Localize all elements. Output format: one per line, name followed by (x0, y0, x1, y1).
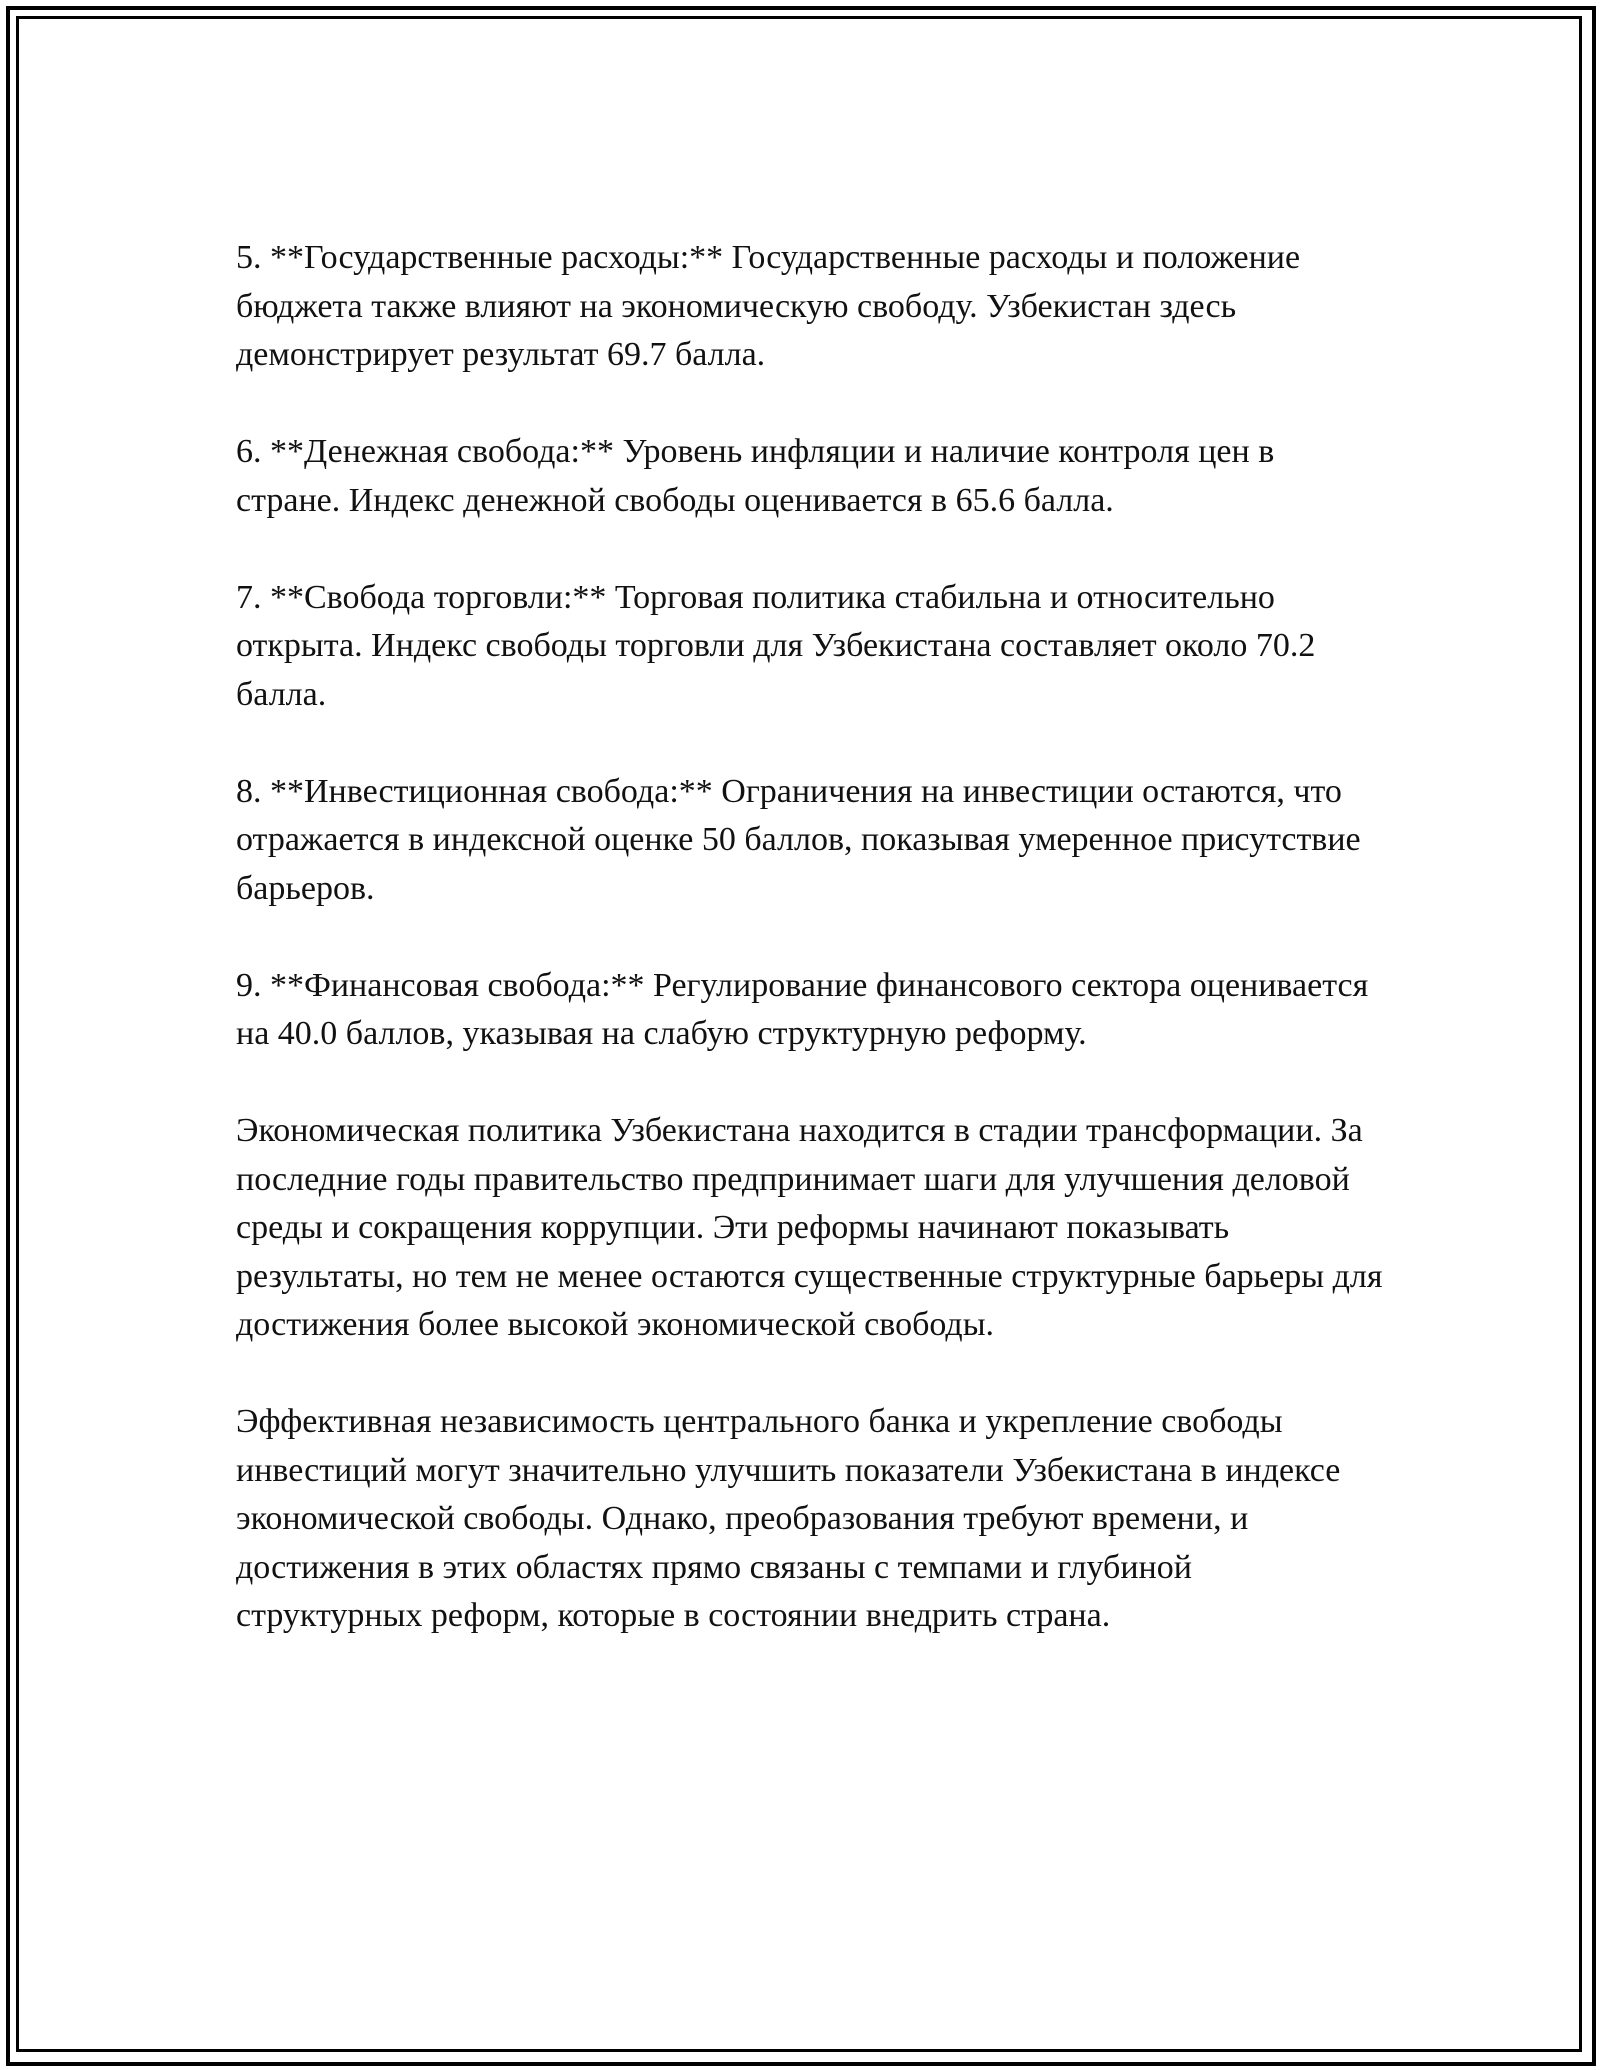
paragraph-investment-freedom: 8. **Инвестиционная свобода:** Ограничения на инвестиции остаются, что отражается в индексной оценке 50 баллов, показывая умеренное присутствие барьеров. (236, 772, 1361, 907)
paragraph-economic-policy: Экономическая политика Узбекистана находится в стадии трансформации. За последние годы правительство предпринимает шаги для улучшения деловой среды и сокращения коррупции. Эти реформы начинают показывать результаты, но тем не менее остаются существенные структурные барьеры для достижения более высокой экономической свободы. (236, 1112, 1383, 1343)
paragraph-government-spending: 5. **Государственные расходы:** Государственные расходы и положение бюджета также влияют на экономическую свободу. Узбекистан здесь демонстрирует результат 69.7 балла. (236, 239, 1301, 373)
paragraph-monetary-freedom: 6. **Денежная свобода:** Уровень инфляции и наличие контроля цен в стране. Индекс денежной свободы оценивается в 65.6 балла. (236, 433, 1275, 519)
paragraph-trade-freedom: 7. **Свобода торговли:** Торговая политика стабильна и относительно открыта. Индекс свободы торговли для Узбекистана составляет около 70.2 балла. (236, 578, 1316, 713)
document-body (236, 234, 1386, 1689)
paragraph-financial-freedom: 9. **Финансовая свобода:** Регулирование финансового сектора оценивается на 40.0 баллов, указывая на слабую структурную реформу. (236, 966, 1369, 1052)
paragraph-conclusion: Эффективная независимость центрального банка и укрепление свободы инвестиций могут значительно улучшить показатели Узбекистана в индексе экономической свободы. Однако, преобразования требуют времени, и достижения в этих областях прямо связаны с темпами и глубиной структурных реформ, которые в состоянии внедрить страна. (236, 1403, 1341, 1634)
